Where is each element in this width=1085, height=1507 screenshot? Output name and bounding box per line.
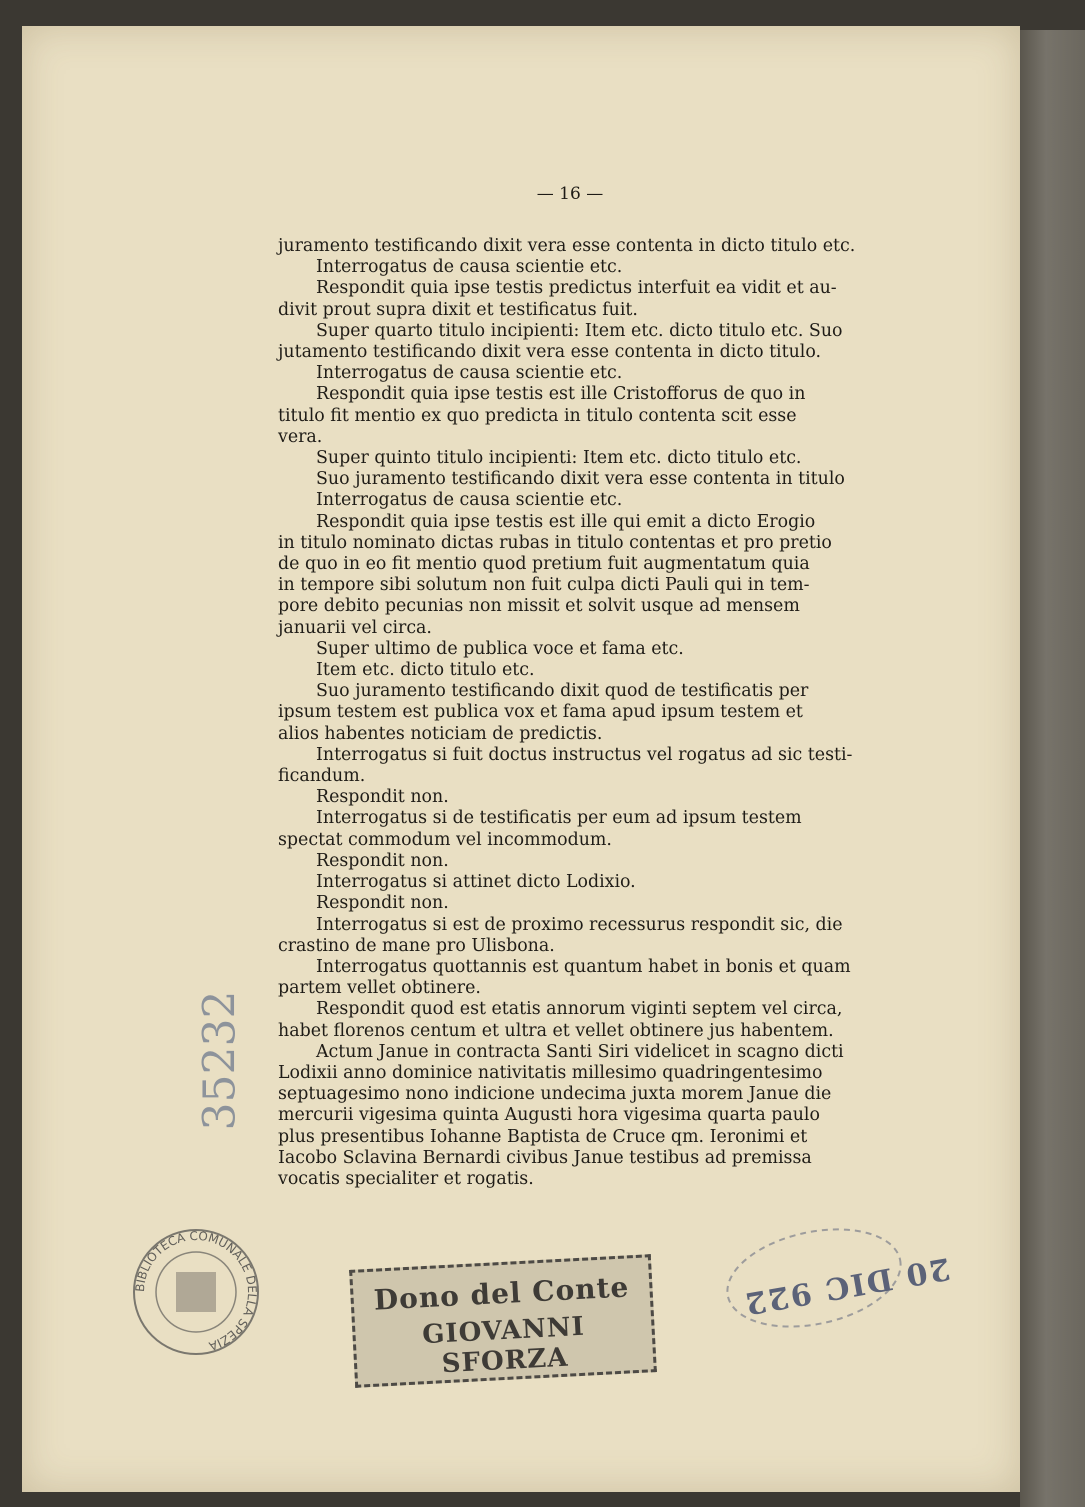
text-line: Respondit quod est etatis annorum viginti septem vel circa, bbox=[316, 999, 843, 1020]
text-line: pore debito pecunias non missit et solvit usque ad mensem bbox=[278, 596, 800, 617]
text-line: Interrogatus quottannis est quantum habet in bonis et quam bbox=[316, 956, 851, 977]
text-line: Actum Janue in contracta Santi Siri videlicet in scagno dicti bbox=[316, 1041, 844, 1062]
text-line: Item etc. dicto titulo etc. bbox=[316, 660, 535, 681]
text-line: partem vellet obtinere. bbox=[278, 978, 481, 999]
text-line: Respondit quia ipse testis est ille Cristofforus de quo in bbox=[316, 384, 806, 405]
inventory-number-stamp: 35232 bbox=[194, 990, 246, 1131]
text-line: alios habentes noticiam de predictis. bbox=[278, 723, 603, 744]
donation-stamp-line2: GIOVANNI SFORZA bbox=[421, 1311, 586, 1380]
text-line: ficandum. bbox=[278, 766, 366, 787]
text-line: Interrogatus si est de proximo recessurus respondit sic, die bbox=[316, 914, 843, 935]
text-line: vera. bbox=[278, 426, 323, 447]
date-stamp-text: 20 DIC 922 bbox=[740, 1250, 953, 1321]
book-spine-edge bbox=[1020, 30, 1085, 1507]
text-line: Respondit quia ipse testis predictus interfuit ea vidit et au- bbox=[316, 278, 837, 299]
text-line: spectat commodum vel incommodum. bbox=[278, 829, 612, 850]
text-line: in tempore sibi solutum non fuit culpa dicti Pauli qui in tem- bbox=[278, 575, 810, 596]
text-line: Interrogatus de causa scientie etc. bbox=[316, 257, 623, 278]
text-line: Respondit non. bbox=[316, 893, 449, 914]
text-line: septuagesimo nono indicione undecima juxta morem Janue die bbox=[278, 1084, 832, 1105]
text-line: plus presentibus Iohanne Baptista de Cruce qm. Ieronimi et bbox=[278, 1126, 808, 1147]
text-line: Interrogatus si attinet dicto Lodixio. bbox=[316, 872, 636, 893]
text-line: mercurii vigesima quinta Augusti hora vigesima quarta paulo bbox=[278, 1105, 820, 1126]
text-line: Iacobo Sclavina Bernardi civibus Janue testibus ad premissa bbox=[278, 1147, 812, 1168]
text-line: Respondit quia ipse testis est ille qui emit a dicto Erogio bbox=[316, 511, 816, 532]
text-line: Interrogatus de causa scientie etc. bbox=[316, 490, 623, 511]
text-line: jutamento testificando dixit vera esse contenta in dicto titulo. bbox=[278, 342, 822, 363]
text-line: divit prout supra dixit et testificatus fuit. bbox=[278, 299, 638, 320]
body-text bbox=[278, 236, 870, 1190]
text-line: Interrogatus si de testificatis per eum ad ipsum testem bbox=[316, 808, 802, 829]
text-line: Interrogatus si fuit doctus instructus vel rogatus ad sic testi- bbox=[316, 744, 853, 765]
text-line: de quo in eo fit mentio quod pretium fuit augmentatum quia bbox=[278, 554, 810, 575]
text-line: Super quinto titulo incipienti: Item etc. dicto titulo etc. bbox=[316, 448, 802, 469]
text-line: januarii vel circa. bbox=[278, 617, 432, 638]
text-line: Lodixii anno dominice nativitatis millesimo quadringentesimo bbox=[278, 1062, 823, 1083]
text-line: ipsum testem est publica vox et fama apud ipsum testem et bbox=[278, 702, 803, 723]
text-line: in titulo nominato dictas rubas in titulo contentas et pro pretio bbox=[278, 532, 832, 553]
text-line: crastino de mane pro Ulisbona. bbox=[278, 935, 555, 956]
text-line: habet florenos centum et ultra et vellet obtinere jus habentem. bbox=[278, 1020, 834, 1041]
library-round-seal bbox=[130, 1226, 262, 1358]
donation-stamp bbox=[349, 1254, 657, 1388]
text-line: Suo juramento testificando dixit quod de testificatis per bbox=[316, 681, 809, 702]
text-line: Respondit non. bbox=[316, 850, 449, 871]
text-line: vocatis specialiter et rogatis. bbox=[278, 1168, 534, 1189]
text-line: Suo juramento testificando dixit vera esse contenta in titulo bbox=[316, 469, 845, 490]
round-seal-text: BIBLIOTECA COMUNALE DELLA SPEZIA bbox=[132, 1228, 260, 1354]
text-line: Respondit non. bbox=[316, 787, 449, 808]
text-line: Interrogatus de causa scientie etc. bbox=[316, 363, 623, 384]
page-number: — 16 — bbox=[536, 184, 604, 204]
donation-stamp-line1: Dono del Conte bbox=[373, 1270, 631, 1317]
text-line: Super quarto titulo incipienti: Item etc. dicto titulo etc. Suo bbox=[316, 320, 843, 341]
text-line: titulo fit mentio ex quo predicta in titulo contenta scit esse bbox=[278, 405, 797, 426]
text-line: juramento testificando dixit vera esse contenta in dicto titulo etc. bbox=[278, 236, 856, 256]
text-line: Super ultimo de publica voce et fama etc. bbox=[316, 638, 684, 659]
